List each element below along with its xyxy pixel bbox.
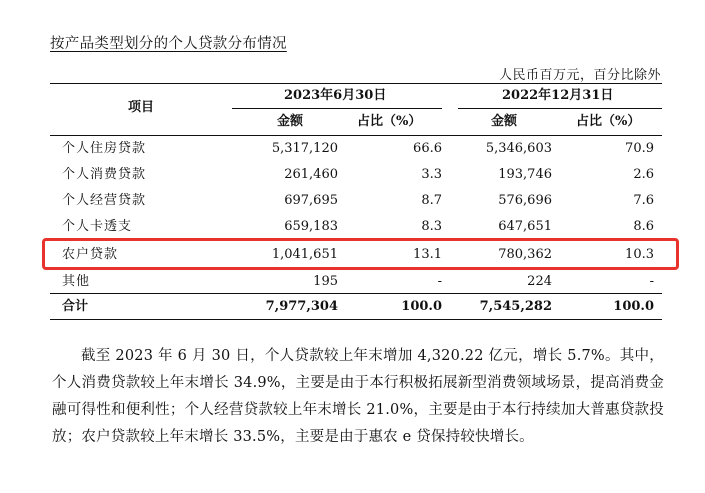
row-share-2022: - bbox=[649, 274, 654, 289]
header-share-2023: 占比（%） bbox=[357, 114, 422, 129]
header-mid-rule-2 bbox=[458, 108, 662, 109]
row-label: 个人经营贷款 bbox=[62, 193, 147, 208]
row-amount-2023: 659,183 bbox=[284, 219, 338, 234]
row-share-2023: 3.3 bbox=[421, 167, 442, 182]
row-share-2022: 2.6 bbox=[633, 167, 654, 182]
row-share-2022: 10.3 bbox=[625, 247, 654, 262]
row-label: 个人消费贷款 bbox=[62, 167, 147, 182]
row-label: 农户贷款 bbox=[62, 247, 119, 262]
total-top-rule bbox=[50, 293, 662, 294]
header-share-2022: 占比（%） bbox=[576, 114, 641, 129]
row-label: 个人住房贷款 bbox=[62, 141, 147, 156]
row-share-2023: 8.7 bbox=[421, 193, 442, 208]
row-amount-2022: 224 bbox=[527, 274, 552, 289]
total-share-2022: 100.0 bbox=[613, 299, 654, 314]
row-amount-2023: 5,317,120 bbox=[271, 141, 338, 156]
row-amount-2023: 261,460 bbox=[284, 167, 338, 182]
row-share-2022: 70.9 bbox=[625, 141, 654, 156]
total-share-2023: 100.0 bbox=[401, 299, 442, 314]
row-label: 个人卡透支 bbox=[62, 219, 133, 234]
header-bottom-rule bbox=[50, 135, 662, 136]
row-amount-2023: 697,695 bbox=[284, 193, 338, 208]
unit-note: 人民币百万元，百分比除外 bbox=[498, 68, 661, 83]
row-share-2023: 13.1 bbox=[413, 247, 442, 262]
row-amount-2023: 1,041,651 bbox=[271, 247, 338, 262]
row-amount-2023: 195 bbox=[313, 274, 338, 289]
row-amount-2022: 193,746 bbox=[498, 167, 552, 182]
header-period-2022: 2022年12月31日 bbox=[502, 88, 614, 103]
total-amount-2023: 7,977,304 bbox=[265, 299, 338, 314]
row-amount-2022: 5,346,603 bbox=[485, 141, 552, 156]
total-amount-2022: 7,545,282 bbox=[479, 299, 552, 314]
header-amount-2023: 金额 bbox=[277, 114, 304, 129]
row-share-2023: 8.3 bbox=[421, 219, 442, 234]
row-amount-2022: 647,651 bbox=[498, 219, 552, 234]
row-share-2022: 8.6 bbox=[633, 219, 654, 234]
total-label: 合计 bbox=[62, 299, 89, 314]
row-share-2023: - bbox=[437, 274, 442, 289]
row-share-2022: 7.6 bbox=[633, 193, 654, 208]
header-item: 项目 bbox=[128, 100, 155, 115]
commentary-paragraph bbox=[52, 343, 664, 451]
row-share-2023: 66.6 bbox=[413, 141, 442, 156]
header-amount-2022: 金额 bbox=[491, 114, 518, 129]
row-amount-2022: 576,696 bbox=[498, 193, 552, 208]
table-top-rule bbox=[50, 83, 662, 84]
paragraph-text: 截至 2023 年 6 月 30 日，个人贷款较上年末增加 4,320.22 亿元，增长 5.7%。其中，个人消费贷款较上年末增长 34.9%，主要是由于本行积极拓展新型消费领域场景，提高消费金融可得性和便利性；个人经营贷款较上年末增长 21.0%，主要是由于本行持续加大普惠贷款投放；农户贷款较上年末增长 33.5%，主要是由于惠农 e 贷保持较快增长。 bbox=[52, 348, 664, 445]
section-title: 按产品类型划分的个人贷款分布情况 bbox=[50, 36, 287, 52]
header-mid-rule-1 bbox=[232, 108, 442, 109]
highlight-box bbox=[42, 238, 679, 270]
row-label: 其他 bbox=[62, 274, 91, 289]
row-amount-2022: 780,362 bbox=[498, 247, 552, 262]
header-period-2023: 2023年6月30日 bbox=[284, 88, 387, 103]
total-bottom-rule bbox=[50, 319, 662, 320]
